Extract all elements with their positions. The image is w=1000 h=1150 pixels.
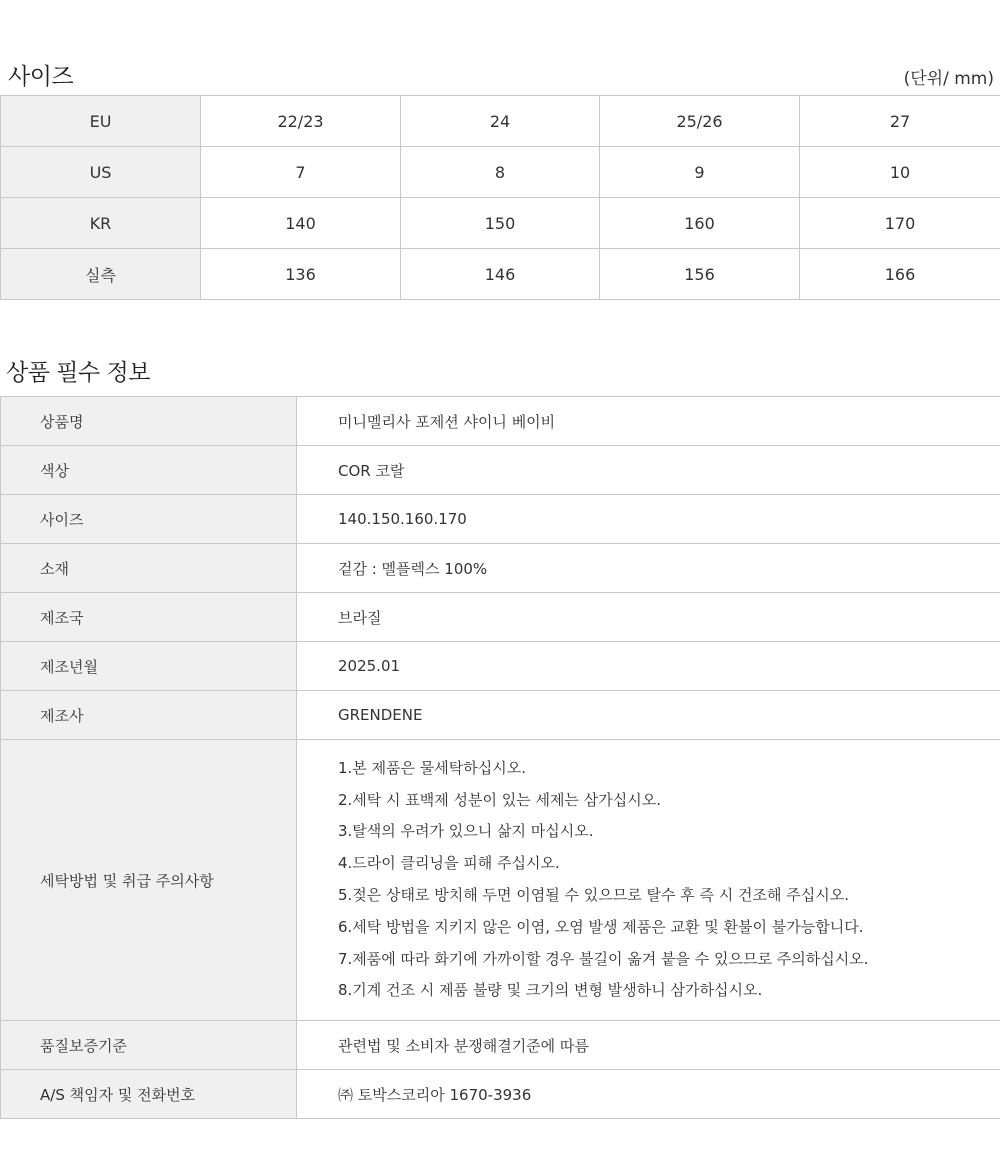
size-row-label: 실측 xyxy=(1,249,201,300)
info-label: 소재 xyxy=(1,544,297,593)
size-cell: 156 xyxy=(600,249,800,300)
info-row-size xyxy=(1,495,1000,544)
size-section-title: 사이즈 xyxy=(8,64,74,90)
size-cell: 9 xyxy=(600,147,800,198)
care-instructions-cell xyxy=(297,740,1000,1021)
size-cell: 24 xyxy=(401,96,600,147)
info-value: 겉감 : 멜플렉스 100% xyxy=(297,544,1000,593)
info-value: 140.150.160.170 xyxy=(297,495,1000,544)
size-cell: 136 xyxy=(201,249,401,300)
size-row-us xyxy=(1,147,1000,198)
size-cell: 170 xyxy=(800,198,1000,249)
info-value: 2025.01 xyxy=(297,642,1000,691)
info-value: 미니멜리사 포제션 샤이니 베이비 xyxy=(297,397,1000,446)
care-instructions-list xyxy=(338,753,1000,1007)
info-value: 브라질 xyxy=(297,593,1000,642)
info-label: 제조년월 xyxy=(1,642,297,691)
info-label: 제조사 xyxy=(1,691,297,740)
size-cell: 166 xyxy=(800,249,1000,300)
info-row-country xyxy=(1,593,1000,642)
care-instruction-item: 7.제품에 따라 화기에 가까이할 경우 불길이 옮겨 붙을 수 있으므로 주의하십시오. xyxy=(338,949,869,968)
size-cell: 146 xyxy=(401,249,600,300)
info-label: 상품명 xyxy=(1,397,297,446)
info-row-product-name xyxy=(1,397,1000,446)
size-section-header xyxy=(0,58,1000,92)
size-cell: 8 xyxy=(401,147,600,198)
size-cell: 22/23 xyxy=(201,96,401,147)
info-value: GRENDENE xyxy=(297,691,1000,740)
info-row-material xyxy=(1,544,1000,593)
care-instruction-item: 5.젖은 상태로 방치해 두면 이염될 수 있으므로 탈수 후 즉 시 건조해 주십시오. xyxy=(338,886,849,904)
size-table xyxy=(0,95,1000,300)
info-label: 색상 xyxy=(1,446,297,495)
size-row-measured xyxy=(1,249,1000,300)
info-row-color xyxy=(1,446,1000,495)
info-row-manufacture-date xyxy=(1,642,1000,691)
size-unit-note: (단위/ mm) xyxy=(903,69,994,89)
product-info-header xyxy=(0,354,1000,388)
size-cell: 150 xyxy=(401,198,600,249)
info-label: 제조국 xyxy=(1,593,297,642)
info-row-quality-standard xyxy=(1,1021,1000,1070)
info-value: COR 코랄 xyxy=(297,446,1000,495)
size-row-label: KR xyxy=(1,198,201,249)
product-info-table xyxy=(0,396,1000,1119)
size-row-eu xyxy=(1,96,1000,147)
info-value: 관련법 및 소비자 분쟁해결기준에 따름 xyxy=(297,1021,1000,1070)
info-value: ㈜ 토박스코리아 1670-3936 xyxy=(297,1070,1000,1119)
info-label: 품질보증기준 xyxy=(1,1021,297,1070)
care-instruction-item: 6.세탁 방법을 지키지 않은 이염, 오염 발생 제품은 교환 및 환불이 불가능합니다. xyxy=(338,917,864,936)
size-row-label: US xyxy=(1,147,201,198)
info-label: A/S 책임자 및 전화번호 xyxy=(1,1070,297,1119)
size-row-label: EU xyxy=(1,96,201,147)
product-info-title: 상품 필수 정보 xyxy=(6,360,150,386)
info-row-as-contact xyxy=(1,1070,1000,1119)
size-cell: 140 xyxy=(201,198,401,249)
care-instruction-item: 2.세탁 시 표백제 성분이 있는 세제는 삼가십시오. xyxy=(338,790,661,809)
info-label: 세탁방법 및 취급 주의사항 xyxy=(1,740,297,1021)
care-instruction-item: 1.본 제품은 물세탁하십시오. xyxy=(338,758,527,777)
size-cell: 7 xyxy=(201,147,401,198)
size-cell: 10 xyxy=(800,147,1000,198)
info-label: 사이즈 xyxy=(1,495,297,544)
care-instruction-item: 3.탈색의 우려가 있으니 삶지 마십시오. xyxy=(338,822,594,841)
care-instruction-item: 4.드라이 클리닝을 피해 주십시오. xyxy=(338,854,560,873)
size-cell: 25/26 xyxy=(600,96,800,147)
care-instruction-item: 8.기계 건조 시 제품 불량 및 크기의 변형 발생하니 삼가하십시오. xyxy=(338,981,763,1000)
size-row-kr xyxy=(1,198,1000,249)
size-cell: 27 xyxy=(800,96,1000,147)
info-row-manufacturer xyxy=(1,691,1000,740)
info-row-care-instructions xyxy=(1,740,1000,1021)
size-cell: 160 xyxy=(600,198,800,249)
